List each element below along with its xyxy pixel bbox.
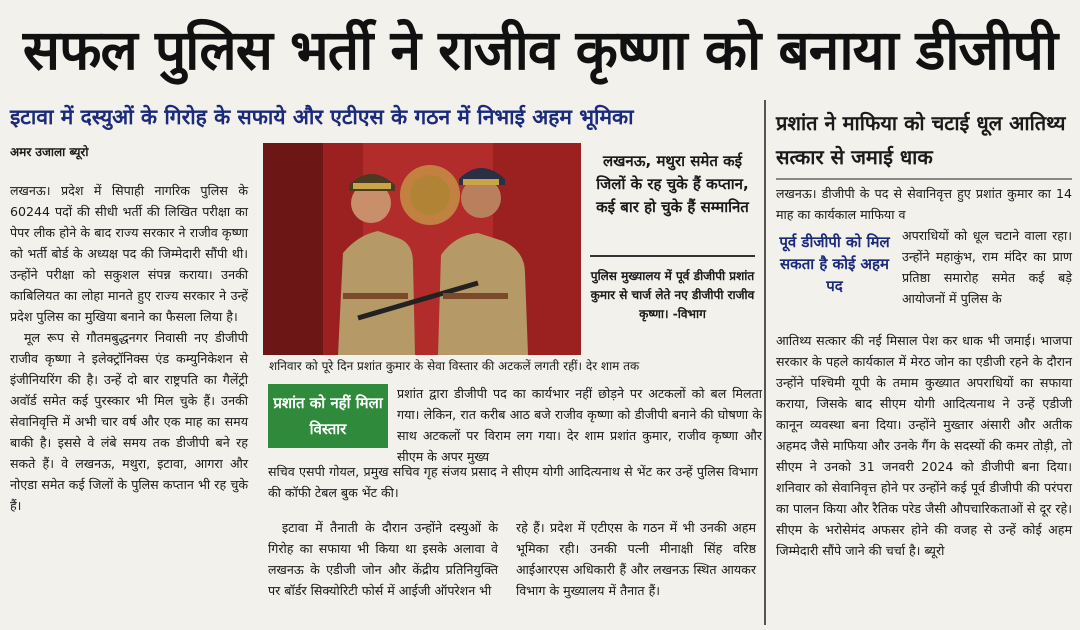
sub-headline: इटावा में दस्युओं के गिरोह के सफाये और एटीएस के गठन में निभाई अहम भूमिका [10,105,634,129]
article-paragraph: लखनऊ। प्रदेश में सिपाही नागरिक पुलिस के 60244 पदों की सीधी भर्ती की लिखित परीक्षा का पेपर लीक होने के बाद राज्य सरकार ने राजीव कृष्णा को भर्ती बोर्ड के अध्यक्ष पद की जिम्मेदारी सौंपी थी। उन्होंने परीक्षा को सकुशल संपन्न कराया। उनकी काबिलियत का लोहा मानते हुए राज्य सरकार ने उन्हें प्रदेश पुलिस का मुखिया बनाने का फैसला लिया है। [10,183,248,324]
column-divider [764,100,766,625]
right-headline-divider [776,178,1072,180]
left-column-article [10,180,248,516]
news-photo [263,143,581,355]
right-article-intro: लखनऊ। डीजीपी के पद से सेवानिवृत्त हुए प्रशांत कुमार का 14 माह का कार्यकाल माफिया व [776,186,1072,222]
bottom-column-1: इटावा में तैनाती के दौरान उन्होंने दस्युओं के गिरोह का सफाया भी किया था इसके अलावा वे लखनऊ के एडीजी जोन और केंद्रीय प्रतिनियुक्ति पर बॉर्डर सिक्योरिटी फोर्स में आईजी ऑपरेशन भी [268,520,498,598]
photo-caption-bottom: शनिवार को पूरे दिन प्रशांत कुमार के सेवा विस्तार की अटकलें लगती रहीं। देर शाम तक [269,359,640,373]
bottom-column-2: रहे हैं। प्रदेश में एटीएस के गठन में भी उनकी अहम भूमिका रही। उनकी पत्नी मीनाक्षी सिंह वरिष्ठ आईआरएस अधिकारी हैं और लखनऊ स्थित आयकर विभाग के मुख्यालय में तैनात हैं। [516,520,756,598]
page-headline: सफल पुलिस भर्ती ने राजीव कृष्णा को बनाया डीजीपी [22,17,1058,82]
right-headline: प्रशांत ने माफिया को चटाई धूल आतिथ्य सत्कार से जमाई धाक [776,111,1066,169]
right-article-body: आतिथ्य सत्कार की नई मिसाल पेश कर धाक भी जमाई। भाजपा सरकार के पहले कार्यकाल में मेरठ जोन का एडीजी रहने के दौरान उन्होंने पश्चिमी यूपी के तमाम कुख्यात अपराधियों का सफाया कराया, जिसके बाद सीएम योगी आदित्यनाथ ने उन्हें एडीजी कानून व्यवस्था बना दिया। उन्होंने मुख्तार अंसारी और अतीक अहमद जैसे माफिया और उनके गैंग के सदस्यों की कमर तोड़ी, तो सीएम ने उनको 31 जनवरी 2024 को डीजीपी बना दिया। शनिवार को सेवानिवृत्त होने पर उन्होंने कई पूर्व डीजीपी की परंपरा का पालन किया और रैतिक परेड जैसी औपचारिकताओं से दूर रहे। सीएम के भरोसेमंद अफसर होने की वजह से उन्हें कोई अहम जिम्मेदारी सौंपे जाने की चर्चा है। ब्यूरो [776,333,1072,558]
right-article-side: अपराधियों को धूल चटाने वाला रहा। उन्होंने महाकुंभ, राम मंदिर का प्राण प्रतिष्ठा समारोह समेत कई बड़े आयोजनों में पुलिस के [902,228,1072,306]
byline: अमर उजाला ब्यूरो [10,145,89,159]
article-paragraph: मूल रूप से गौतमबुद्धनगर निवासी नए डीजीपी राजीव कृष्णा ने इलेक्ट्रॉनिक्स एंड कम्युनिकेशन से इंजीनियरिंग की है। उन्हें दो बार राष्ट्रपति का गैलेंट्री अवॉर्ड समेत कई पुरस्कार भी मिल चुके हैं। उनकी सेवानिवृत्ति में अभी चार वर्ष और एक माह का समय बाकी है। इससे वे लंबे समय तक डीजीपी बने रह सकते हैं। वे लखनऊ, मथुरा, इटावा, आगरा और नोएडा समेत कई जिलों के पुलिस कप्तान भी रह चुके हैं। [10,330,248,513]
photo-caption-side: पुलिस मुख्यालय में पूर्व डीजीपी प्रशांत कुमार से चार्ज लेते नए डीजीपी राजीव कृष्णा। -विभाग [590,269,755,321]
photo-illustration [263,143,581,355]
highlight-box-green: प्रशांत को नहीं मिला विस्तार [268,384,388,448]
middle-article-text: प्रशांत द्वारा डीजीपी पद का कार्यभार नहीं छोड़ने पर अटकलों को बल मिलता गया। लेकिन, रात करीब आठ बजे राजीव कृष्णा को डीजीपी बनाने की घोषणा के साथ अटकलों पर विराम लग गया। देर शाम प्रशांत कुमार, राजीव कृष्णा और सीएम के अपर मुख्य [397,386,762,464]
pull-quote: लखनऊ, मथुरा समेत कई जिलों के रह चुके हैं कप्तान, कई बार हो चुके हैं सम्मानित [596,152,749,216]
highlight-box-blue: पूर्व डीजीपी को मिल सकता है कोई अहम पद [779,233,890,295]
quote-divider [590,255,755,257]
middle-article-text-2: सचिव एसपी गोयल, प्रमुख सचिव गृह संजय प्रसाद ने सीएम योगी आदित्यनाथ से भेंट कर उन्हें पुलिस विभाग की कॉफी टेबल बुक भेंट की। [268,464,758,500]
